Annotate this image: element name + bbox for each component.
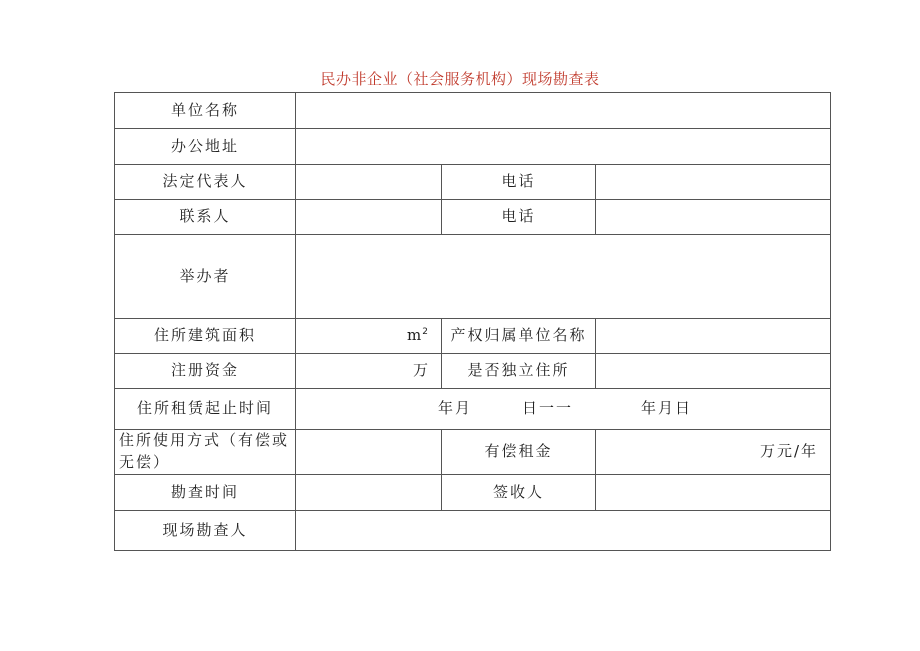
- area-unit-sup: 2: [422, 327, 429, 338]
- inspection-time-field[interactable]: [296, 475, 442, 511]
- owner-label: 产权归属单位名称: [442, 319, 596, 354]
- unit-name-label: 单位名称: [115, 93, 296, 129]
- table-row: [115, 200, 831, 235]
- owner-field[interactable]: [596, 319, 831, 354]
- inspection-form: [114, 92, 830, 551]
- lease-field[interactable]: [296, 389, 831, 430]
- table-row: [115, 165, 831, 200]
- independent-field[interactable]: [596, 354, 831, 389]
- table-row: [115, 93, 831, 129]
- contact-phone-label: 电话: [442, 200, 596, 235]
- lease-label: 住所租赁起止时间: [115, 389, 296, 430]
- receiver-label: 签收人: [442, 475, 596, 511]
- usage-field[interactable]: [296, 430, 442, 475]
- table-row: [115, 475, 831, 511]
- legal-rep-field[interactable]: [296, 165, 442, 200]
- inspector-field[interactable]: [296, 511, 831, 551]
- lease-date-from: 年月: [438, 399, 473, 418]
- usage-label: 住所使用方式（有偿或无偿）: [115, 430, 296, 475]
- contact-label: 联系人: [115, 200, 296, 235]
- area-field[interactable]: [296, 319, 442, 354]
- legal-rep-phone-field[interactable]: [596, 165, 831, 200]
- rent-unit: 万元/年: [759, 442, 818, 461]
- legal-rep-phone-label: 电话: [442, 165, 596, 200]
- inspector-label: 现场勘查人: [115, 511, 296, 551]
- lease-date-to: 年月日: [641, 399, 693, 418]
- contact-phone-field[interactable]: [596, 200, 831, 235]
- rent-label: 有偿租金: [442, 430, 596, 475]
- form-title: 民办非企业（社会服务机构）现场勘查表: [320, 70, 600, 88]
- table-row: [115, 389, 831, 430]
- legal-rep-label: 法定代表人: [115, 165, 296, 200]
- capital-label: 注册资金: [115, 354, 296, 389]
- independent-label: 是否独立住所: [442, 354, 596, 389]
- rent-field[interactable]: [596, 430, 831, 475]
- table-row: [115, 319, 831, 354]
- table-row: [115, 129, 831, 165]
- capital-unit: 万: [412, 361, 429, 380]
- table-row: [115, 235, 831, 319]
- inspection-table: [114, 92, 831, 551]
- inspection-time-label: 勘查时间: [115, 475, 296, 511]
- table-row: [115, 430, 831, 475]
- office-address-field[interactable]: [296, 129, 831, 165]
- table-row: [115, 354, 831, 389]
- office-address-label: 办公地址: [115, 129, 296, 165]
- contact-field[interactable]: [296, 200, 442, 235]
- lease-separator: 日一一: [522, 399, 574, 418]
- table-row: [115, 511, 831, 551]
- organizer-field[interactable]: [296, 235, 831, 319]
- organizer-label: 举办者: [115, 235, 296, 319]
- receiver-field[interactable]: [596, 475, 831, 511]
- unit-name-field[interactable]: [296, 93, 831, 129]
- area-unit: m: [407, 326, 423, 345]
- capital-field[interactable]: [296, 354, 442, 389]
- area-label: 住所建筑面积: [115, 319, 296, 354]
